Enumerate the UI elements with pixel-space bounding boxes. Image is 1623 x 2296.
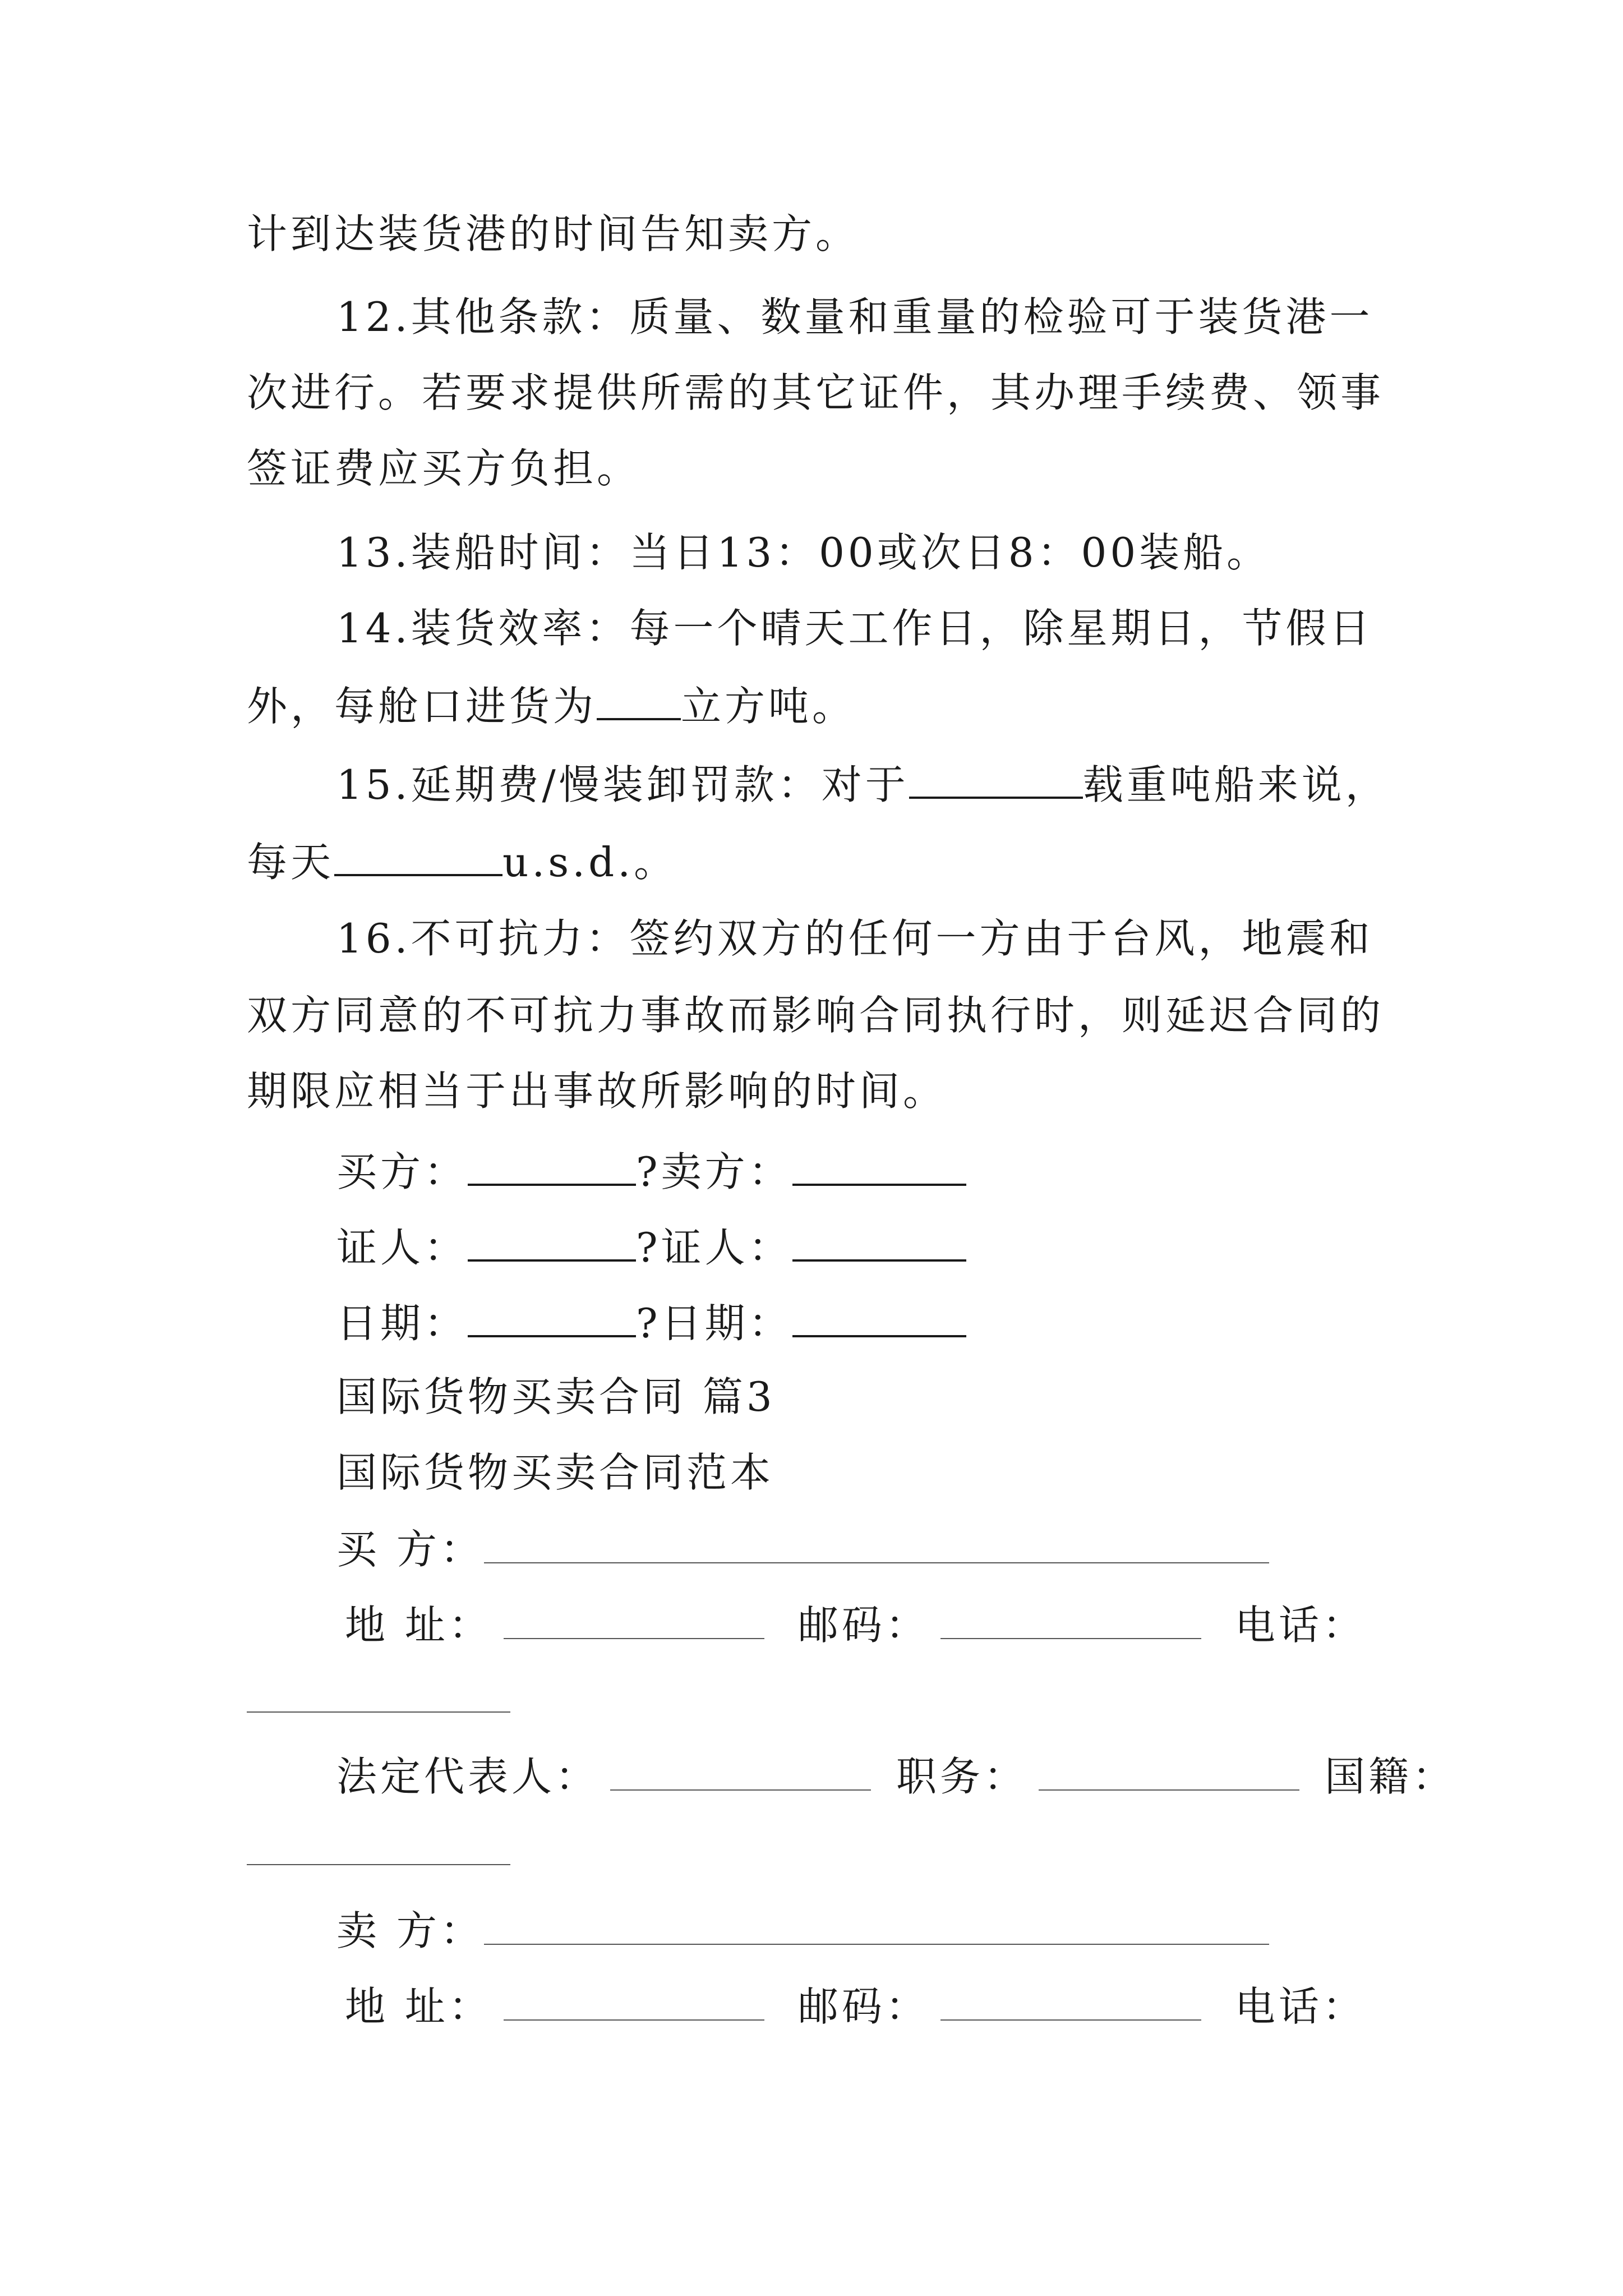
buyer-signature-blank (468, 1144, 636, 1186)
buyer-address-blank (504, 1599, 764, 1639)
nationality-blank (247, 1864, 510, 1865)
clause-16-line-2: 双方同意的不可抗力事故而影响合同执行时，则延迟合同的 (247, 992, 1385, 1039)
clause-13: 13.装船时间：当日13：00或次日8：00装船。 (336, 529, 1271, 576)
legal-representative-line: 法定代表人： 职务： 国籍： (336, 1750, 1456, 1802)
clause-15-line-1: 15.延期费/慢装卸罚款：对于 载重吨船来说， (336, 757, 1389, 810)
legal-rep-blank (610, 1750, 871, 1791)
clause-14-line-1: 14.装货效率：每一个晴天工作日，除星期日，节假日 (336, 605, 1373, 652)
seller-postcode-blank (940, 1980, 1201, 2021)
position-blank (1039, 1750, 1299, 1791)
date2-blank (792, 1296, 966, 1337)
signature-row-witnesses: 证人： ?证人： (336, 1220, 966, 1273)
buyer-name-blank (484, 1523, 1269, 1563)
seller-signature-blank (792, 1144, 966, 1186)
clause-15-line-2: 每天 u.s.d.。 (247, 835, 677, 887)
clause-12-line-2: 次进行。若要求提供所需的其它证件，其办理手续费、领事 (247, 369, 1385, 416)
clause-16-line-1: 16.不可抗力：签约双方的任何一方由于台风，地震和 (336, 915, 1373, 962)
signature-row-dates: 日期： ?日期： (336, 1296, 966, 1349)
clause-16-line-3: 期限应相当于出事故所影响的时间。 (247, 1068, 947, 1115)
section-heading: 国际货物买卖合同 篇3 (336, 1373, 776, 1420)
daily-fee-blank (334, 835, 502, 876)
seller-address-line: 地 址： 邮码： 电话： (345, 1980, 1366, 2032)
clause-12-line-1: 12.其他条款：质量、数量和重量的检验可于装货港一 (336, 293, 1373, 341)
seller-name-blank (484, 1904, 1269, 1945)
tonnage-blank (909, 757, 1083, 799)
buyer-address-line: 地 址： 邮码： 电话： (345, 1599, 1366, 1650)
seller-line: 卖 方： (336, 1904, 1269, 1956)
template-title: 国际货物买卖合同范本 (336, 1449, 774, 1496)
buyer-phone-blank (247, 1711, 510, 1713)
clause-12-line-3: 签证费应买方负担。 (247, 445, 641, 492)
signature-row-parties: 买方： ?卖方： (336, 1144, 966, 1197)
clause-14-line-2: 外，每舱口进货为 立方吨。 (247, 679, 856, 731)
volume-blank (597, 679, 681, 720)
witness1-blank (468, 1220, 636, 1262)
seller-address-blank (504, 1980, 764, 2021)
buyer-line: 买 方： (336, 1523, 1269, 1575)
date1-blank (468, 1296, 636, 1337)
witness2-blank (792, 1220, 966, 1262)
buyer-postcode-blank (940, 1599, 1201, 1639)
paragraph-11-continuation: 计到达装货港的时间告知卖方。 (247, 210, 860, 257)
